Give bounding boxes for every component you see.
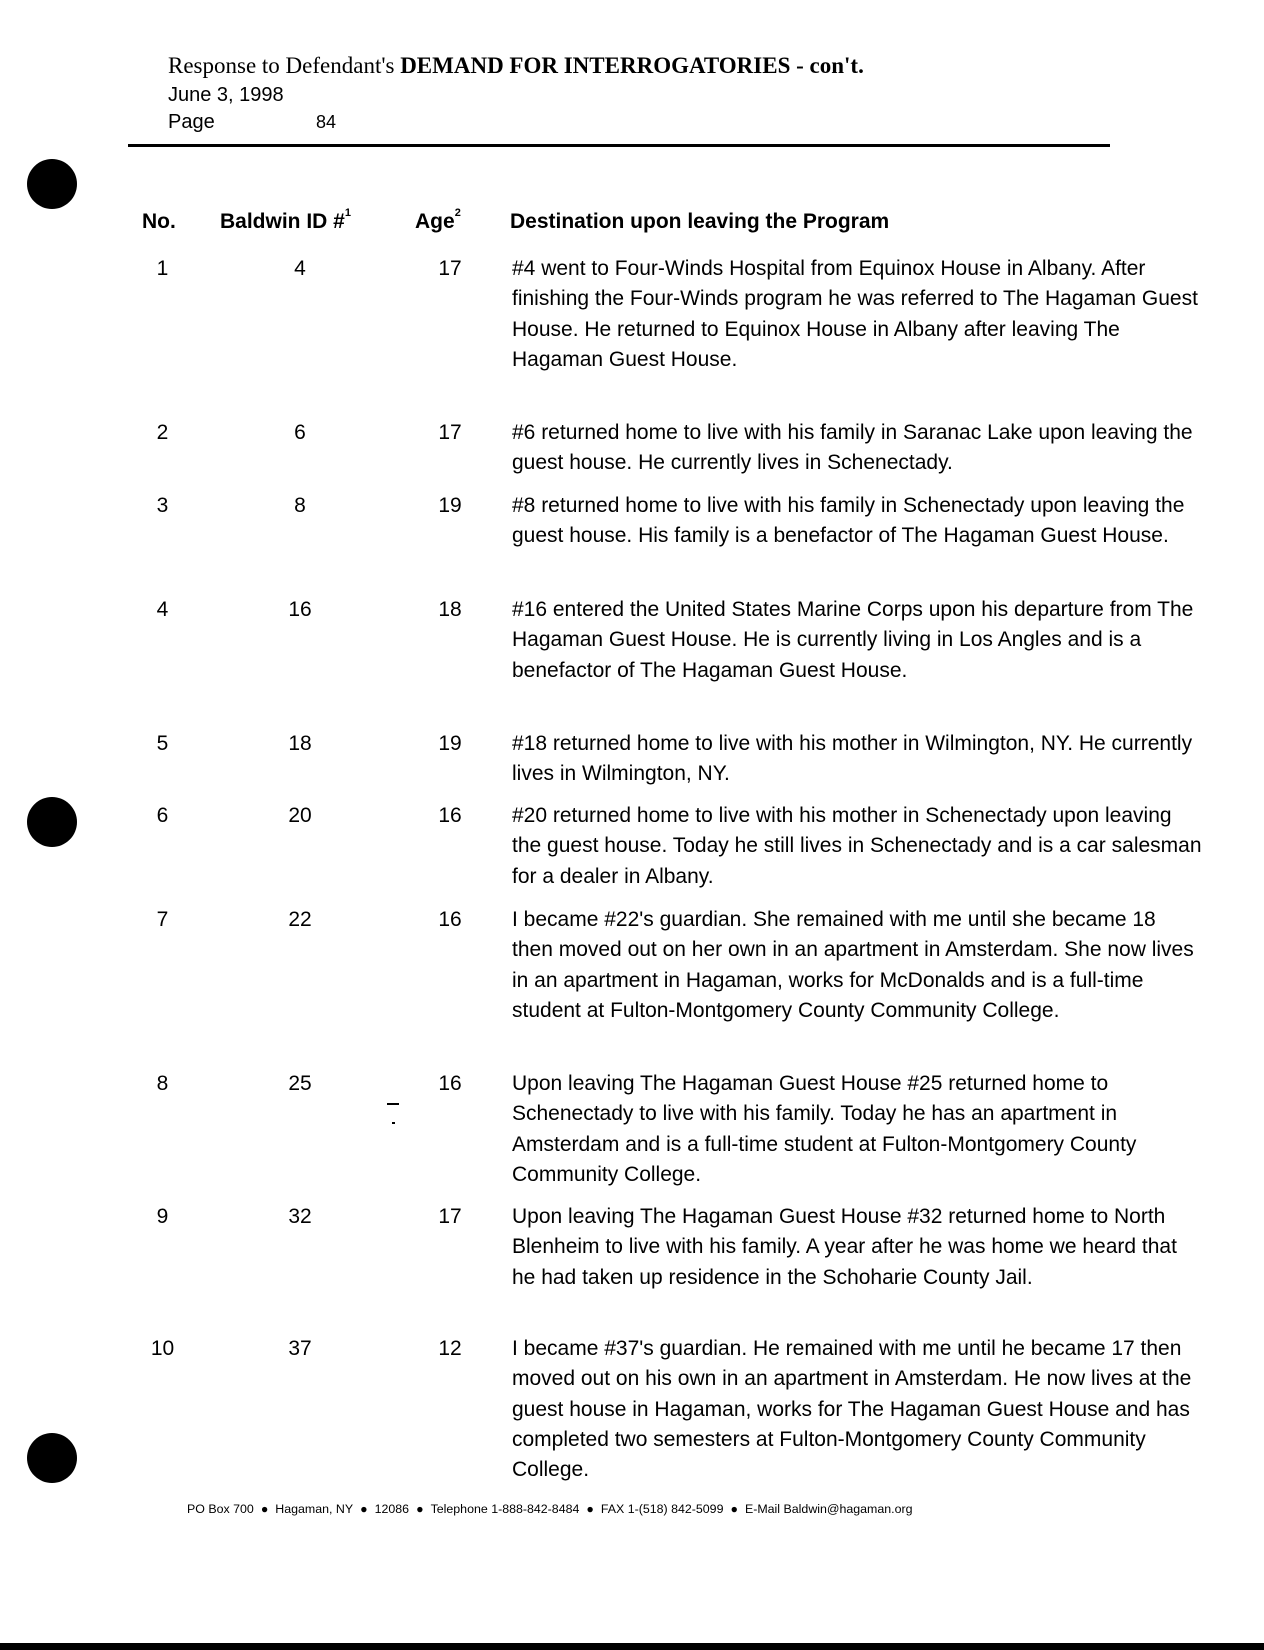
column-header-destination: Destination upon leaving the Program bbox=[510, 210, 890, 233]
title-bold: DEMAND FOR INTERROGATORIES - con't. bbox=[400, 53, 864, 78]
scan-mark bbox=[387, 1103, 399, 1105]
punch-hole-middle bbox=[27, 797, 77, 847]
row-number: 2 bbox=[156, 421, 169, 444]
row-number: 8 bbox=[156, 1072, 169, 1095]
footer-zip: 12086 bbox=[374, 1502, 410, 1516]
scan-mark bbox=[392, 1122, 395, 1124]
punch-hole-bottom bbox=[27, 1433, 77, 1483]
age: 17 bbox=[438, 1205, 462, 1228]
bullet-icon: ● bbox=[586, 1502, 594, 1516]
row-number: 6 bbox=[156, 804, 169, 827]
page-number: 84 bbox=[316, 112, 337, 132]
column-header-no: No. bbox=[142, 210, 176, 233]
footer-po-box: PO Box 700 bbox=[187, 1502, 254, 1516]
destination: #6 returned home to live with his family in Saranac Lake upon leaving the guest house. He currently lives in Schenectady. bbox=[512, 421, 1193, 475]
row-number: 4 bbox=[156, 598, 169, 621]
header-rule bbox=[128, 144, 1110, 147]
age: 12 bbox=[438, 1337, 462, 1360]
age: 16 bbox=[438, 804, 462, 827]
footer-fax: FAX 1-(518) 842-5099 bbox=[600, 1502, 724, 1516]
row-number: 7 bbox=[156, 908, 169, 931]
baldwin-id: 22 bbox=[288, 908, 312, 931]
page-indicator bbox=[168, 111, 337, 134]
destination: #8 returned home to live with his family in Schenectady upon leaving the guest house. His family is a benefactor of The Hagaman Guest House. bbox=[512, 494, 1185, 548]
document-title bbox=[168, 53, 864, 79]
baldwin-id: 20 bbox=[288, 804, 312, 827]
column-header-baldwin-id-label: Baldwin ID # bbox=[220, 210, 345, 233]
age: 17 bbox=[438, 421, 462, 444]
footer-email-label: E-Mail bbox=[744, 1502, 781, 1516]
destination: #16 entered the United States Marine Corps upon his departure from The Hagaman Guest House. He is currently living in Los Angles and is a benefactor of The Hagaman Guest House. bbox=[512, 598, 1194, 682]
footer-telephone: Telephone 1-888-842-8484 bbox=[430, 1502, 580, 1516]
footnote-marker-2: 2 bbox=[454, 207, 461, 219]
title-prefix: Response to Defendant's bbox=[168, 53, 401, 78]
footer-email: Baldwin@hagaman.org bbox=[783, 1502, 913, 1516]
baldwin-id: 18 bbox=[288, 732, 312, 755]
column-header-baldwin-id bbox=[220, 207, 351, 234]
bullet-icon: ● bbox=[730, 1502, 738, 1516]
baldwin-id: 4 bbox=[294, 257, 306, 280]
bullet-icon: ● bbox=[260, 1502, 269, 1516]
baldwin-id: 25 bbox=[288, 1072, 312, 1095]
baldwin-id: 16 bbox=[288, 598, 312, 621]
row-number: 1 bbox=[156, 257, 169, 280]
bullet-icon: ● bbox=[360, 1502, 368, 1516]
letterhead-footer bbox=[187, 1502, 913, 1516]
bullet-icon: ● bbox=[416, 1502, 424, 1516]
destination: Upon leaving The Hagaman Guest House #32 returned home to North Blenheim to live with his family. A year after he was home we heard that he had taken up residence in the Schoharie County Jail. bbox=[512, 1205, 1177, 1289]
baldwin-id: 37 bbox=[288, 1337, 312, 1360]
row-number: 5 bbox=[156, 732, 169, 755]
baldwin-id: 6 bbox=[294, 421, 306, 444]
destination: #18 returned home to live with his mother in Wilmington, NY. He currently lives in Wilmington, NY. bbox=[512, 732, 1193, 786]
document-date: June 3, 1998 bbox=[168, 84, 284, 106]
page-label: Page bbox=[168, 111, 215, 133]
row-number: 3 bbox=[156, 494, 169, 517]
punch-hole-top bbox=[27, 159, 77, 209]
footnote-marker-1: 1 bbox=[344, 207, 351, 219]
baldwin-id: 8 bbox=[294, 494, 306, 517]
age: 16 bbox=[438, 1072, 462, 1095]
age: 17 bbox=[438, 257, 462, 280]
scan-edge-band bbox=[0, 1643, 1264, 1650]
age: 19 bbox=[438, 494, 462, 517]
destination: Upon leaving The Hagaman Guest House #25 returned home to Schenectady to live with his family. Today he has an apartment in Amsterdam and is a full-time student at Fulton-Montgomery County Community College. bbox=[512, 1072, 1137, 1186]
age: 18 bbox=[438, 598, 462, 621]
row-number: 9 bbox=[156, 1205, 169, 1228]
age: 16 bbox=[438, 908, 462, 931]
destination: #4 went to Four-Winds Hospital from Equinox House in Albany. After finishing the Four-Winds program he was referred to The Hagaman Guest House. He returned to Equinox House in Albany after leaving The Hagaman Guest House. bbox=[512, 257, 1198, 371]
age: 19 bbox=[438, 732, 462, 755]
destination: I became #22's guardian. She remained with me until she became 18 then moved out on her own in an apartment in Amsterdam. She now lives in an apartment in Hagaman, works for McDonalds and is a full-time student at Fulton-Montgomery County Community College. bbox=[512, 908, 1194, 1022]
destination: I became #37's guardian. He remained with me until he became 17 then moved out on his own in an apartment in Amsterdam. He now lives at the guest house in Hagaman, works for The Hagaman Guest House and has completed two semesters at Fulton-Montgomery County Community College. bbox=[512, 1337, 1192, 1482]
row-number: 10 bbox=[150, 1337, 175, 1360]
footer-city: Hagaman, NY bbox=[275, 1502, 354, 1516]
column-header-age-label: Age bbox=[415, 210, 455, 233]
column-header-age bbox=[415, 207, 461, 234]
destination: #20 returned home to live with his mother in Schenectady upon leaving the guest house. Today he still lives in Schenectady and is a car salesman for a dealer in Albany. bbox=[512, 804, 1202, 888]
baldwin-id: 32 bbox=[288, 1205, 312, 1228]
